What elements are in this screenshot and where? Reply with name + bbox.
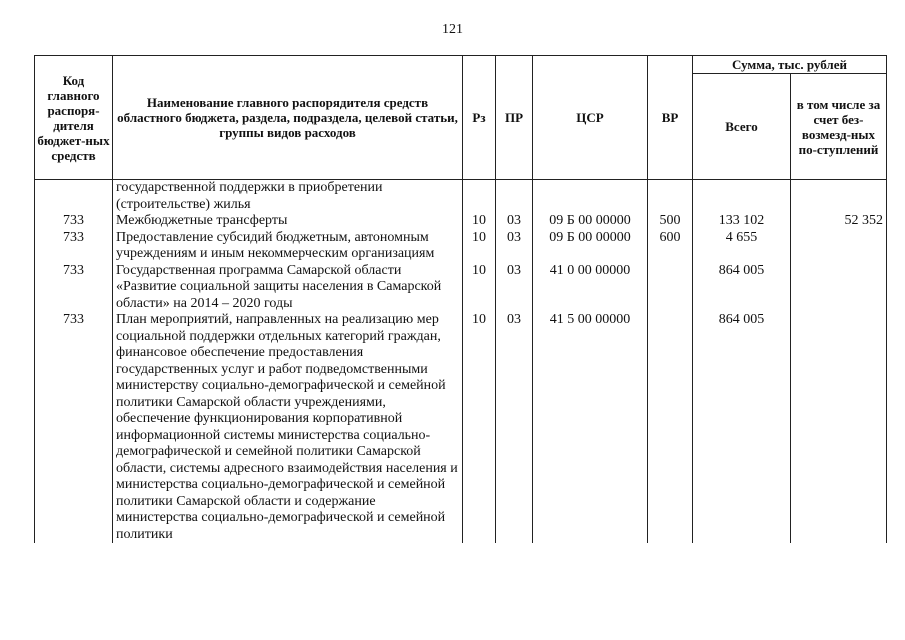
cell-name: Межбюджетные трансферты — [113, 213, 463, 230]
cell-csr: 41 5 00 00000 — [533, 312, 648, 543]
cell-pr: 03 — [496, 263, 533, 313]
cell-total: 133 102 — [693, 213, 791, 230]
cell-csr: 09 Б 00 00000 — [533, 213, 648, 230]
table-row — [35, 213, 887, 230]
cell-vr — [648, 263, 693, 313]
cell-free — [791, 312, 887, 543]
cell-vr: 600 — [648, 230, 693, 263]
header-free: в том числе за счет без-возмезд-ных по-ступлений — [791, 74, 887, 180]
cell-total — [693, 180, 791, 214]
cell-code: 733 — [35, 230, 113, 263]
cell-vr — [648, 180, 693, 214]
cell-rz: 10 — [463, 213, 496, 230]
cell-csr — [533, 180, 648, 214]
cell-rz: 10 — [463, 263, 496, 313]
header-total: Всего — [693, 74, 791, 180]
table-row — [35, 180, 887, 214]
cell-name: Предоставление субсидий бюджетным, автономным учреждениям и иным некоммерческим организациям — [113, 230, 463, 263]
page-number: 121 — [442, 22, 463, 37]
header-pr: ПР — [496, 56, 533, 180]
cell-rz: 10 — [463, 230, 496, 263]
table-row — [35, 263, 887, 313]
header-csr: ЦСР — [533, 56, 648, 180]
cell-free — [791, 230, 887, 263]
cell-code: 733 — [35, 312, 113, 543]
cell-code: 733 — [35, 263, 113, 313]
cell-csr: 41 0 00 00000 — [533, 263, 648, 313]
cell-code: 733 — [35, 213, 113, 230]
cell-free — [791, 180, 887, 214]
cell-name: Государственная программа Самарской области «Развитие социальной защиты населения в Самарской области» на 2014 – 2020 годы — [113, 263, 463, 313]
cell-pr — [496, 180, 533, 214]
header-name: Наименование главного распорядителя средств областного бюджета, раздела, подраздела, целевой статьи, группы видов расходов — [113, 56, 463, 180]
cell-vr — [648, 312, 693, 543]
header-sum: Сумма, тыс. рублей — [693, 56, 887, 74]
cell-name: План мероприятий, направленных на реализацию мер социальной поддержки отдельных категорий граждан, финансовое обеспечение предоставления государственных услуг и работ подведомственными министерству социально-демографической и семейной политики Самарской области учреждениями, обеспечение функционирования корпоративной информационной системы министерства социально-демографической и семейной политики Самарской области, системы адресного взаимодействия населения и министерства социально-демографической и семейной политики Самарской области и содержание министерства социально-демографической и семейной политики — [113, 312, 463, 543]
cell-rz — [463, 180, 496, 214]
header-code: Код главного распоря-дителя бюджет-ных средств — [35, 56, 113, 180]
cell-pr: 03 — [496, 230, 533, 263]
table-row — [35, 312, 887, 543]
cell-code — [35, 180, 113, 214]
header-rz: Рз — [463, 56, 496, 180]
cell-rz: 10 — [463, 312, 496, 543]
cell-total: 4 655 — [693, 230, 791, 263]
cell-csr: 09 Б 00 00000 — [533, 230, 648, 263]
cell-total: 864 005 — [693, 312, 791, 543]
cell-name: государственной поддержки в приобретении (строительстве) жилья — [113, 180, 463, 214]
cell-free — [791, 263, 887, 313]
cell-pr: 03 — [496, 312, 533, 543]
cell-free: 52 352 — [791, 213, 887, 230]
cell-pr: 03 — [496, 213, 533, 230]
table-row — [35, 230, 887, 263]
cell-vr: 500 — [648, 213, 693, 230]
cell-total: 864 005 — [693, 263, 791, 313]
header-vr: ВР — [648, 56, 693, 180]
budget-table — [34, 55, 887, 543]
